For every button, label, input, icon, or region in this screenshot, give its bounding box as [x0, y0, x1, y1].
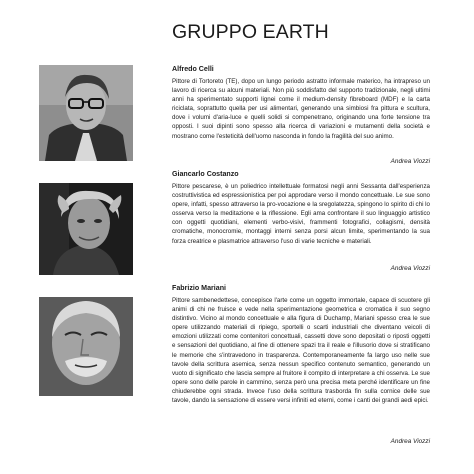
- artist-bio: Pittore sambenedettese, concepisce l'arte come un oggetto immortale, capace di scuotere gli animi di chi ne fruisce e vede nella sperimentazione geometrica e cromatica il suo segno distintivo. Vicino al mondo concettuale e alla figura di Duchamp, Mariani spesso crea le sue opere utilizzando materiali di ripiego, sportelli o scarti industriali che diventano veicoli di emozioni utilizzati come contenitori concettuali, cassetti dove sono depositati o riposti oggetti e sensazioni del quotidiano, al fine di ottenere spazi tra il reale e l'illusorio dove si stratificano le memorie che s'intravedono in trasparenza. Contemporaneamente fa largo uso nelle sue tavole della scrittura asemica, senza nessun specifico contenuto semantico, generando un vuoto di significato che lascia sempre al fruitore il compito di interpretare a chi osserva. Le sue opere sono delle parole in cammino, senza però una precisa meta perché identificare un fine chiuderebbe ogni strada. Invece l'uso della scrittura trasborda fin sulla cornice delle sue tavole, dando la sensazione di essere versi infiniti ed eterni, come i canti dei grandi aedi epici.: [172, 297, 430, 405]
- artist-name: Fabrizio Mariani: [172, 284, 226, 292]
- bio-author: Andrea Viozzi: [390, 158, 430, 165]
- page-title: GRUPPO EARTH: [172, 21, 329, 43]
- bio-author: Andrea Viozzi: [390, 438, 430, 445]
- artist-bio: Pittore di Tortoreto (TE), dopo un lungo periodo astratto informale materico, ha intrapreso un lavoro di ricerca su alcuni materiali. Non più soddisfatto del supporto tradizionale, negli ultimi anni ha sperimentato supporti lignei come il medium-density fibreboard (MDF) e la carta riciclata, soprattutto quella per usi alimentari, generando una simbiosi fra pittura e scultura, dove i volumi d'aria-luce e quelli solidi si compenetrano, originando una forte tensione tra opposti. I suoi dipinti sono spesso alla ricerca di variazioni e mutamenti della società e mostrano come l'esteticità dell'uomo nasconda in fondo la fragilità del suo animo.: [172, 78, 430, 140]
- artist-name: Alfredo Celli: [172, 65, 214, 73]
- artist-bio: Pittore pescarese, è un poliedrico intellettuale formatosi negli anni Sessanta dall'esperienza costruttivistica ed espressionistica per poi approdare verso il mondo concettuale. Le sue sono opere, infatti, spesso attraverso la pro-vocazione e la sregolatezza, spingono lo spirito di chi lo osserva verso la meditazione e la riflessione. Egli ama confrontare il suo linguaggio artistico con oggetti quotidiani, elementi verbo-visivi, frammenti fotografici, collagismi, densità cromatiche, monocromie, montaggi interni senza porsi alcun limite, sperimentando la sua forza creatrice e plasmatrice attraverso l'uso di varie tecniche e materiali.: [172, 183, 430, 245]
- portrait-photo-fabrizio-mariani: [39, 297, 133, 396]
- bio-author: Andrea Viozzi: [390, 265, 430, 272]
- portrait-photo-alfredo-celli: [39, 65, 133, 161]
- portrait-photo-giancarlo-costanzo: [39, 183, 133, 275]
- artist-name: Giancarlo Costanzo: [172, 170, 239, 178]
